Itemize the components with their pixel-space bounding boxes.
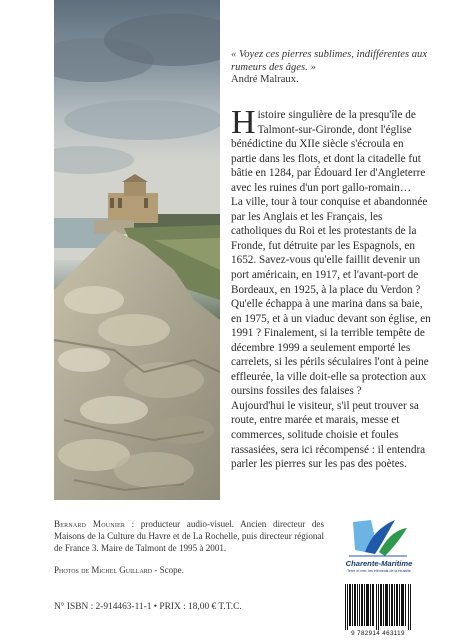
photo-credit-agency: - Scope.	[152, 565, 184, 575]
photo-credit-label: Photos de Michel Guillard	[54, 565, 153, 575]
isbn-price-line	[54, 602, 334, 612]
quote-text: « Voyez ces pierres sublimes, indifférentes aux rumeurs des âges. »	[231, 49, 428, 73]
barcode-icon	[342, 582, 414, 630]
talmont-church-cliff-photo	[54, 0, 220, 500]
author-name: Bernard Mounier	[54, 519, 126, 529]
epigraph-quote	[231, 49, 431, 87]
price: PRIX : 18,00 € T.T.C.	[159, 602, 242, 612]
isbn: N° ISBN : 2-914463-11-1	[54, 602, 152, 612]
author-bio	[54, 519, 324, 555]
logo-name: Charente-Maritime	[345, 559, 413, 568]
cover-photograph	[54, 0, 220, 500]
paragraph-1-text: istoire singulière de la presqu'île de Talmont-sur-Gironde, dont l'église bénédictine du XIIe siècle s'écroula en partie dans les flots, et dont la citadelle fut bâtie en 1284, par Édouard Ier d'Angleterre avec les ruines d'un port gallo-romain…	[231, 109, 426, 194]
author-bio-text: : producteur audio-visuel. Ancien directeur des Maisons de la Culture du Havre et de La Rochelle, puis directeur régional de France 3. Maire de Talmont de 1995 à 2001.	[54, 519, 324, 553]
paragraph-1	[231, 104, 431, 195]
separator: •	[153, 602, 158, 612]
quote-author: André Malraux.	[231, 74, 299, 85]
barcode-number: 9 782914 463119	[351, 630, 405, 637]
logo-tagline: Terre et mer, les éléments de la réussite	[347, 569, 411, 573]
back-cover-text	[231, 104, 431, 472]
photo-credit	[54, 565, 324, 575]
paragraph-3: Aujourd'hui le visiteur, s'il peut trouver sa route, entre marée et marais, messe et commerces, solitude choisie et foules rassasiées, sera ici récompensé : il entendra parler les pierres sur les pas des poètes.	[231, 399, 426, 471]
drop-cap: H	[231, 104, 256, 141]
paragraph-2: La ville, tour à tour conquise et abandonnée par les Anglais et les Français, les catholiques du Roi et les protestants de la Fronde, fut détruite par les Espagnols, en 1652. Savez-vous qu'elle faillit devenir un port américain, en 1917, et l'avant-port de Bordeaux, en 1925, à la place du Verdon ? Qu'elle échappa à une marina dans sa baie, en 1975, et à un viaduc devant son église, en 1991 ? Finalement, si la terrible tempête de décembre 1999 a seulement emporté les carrelets, si les périls séculaires l'ont à peine effleurée, la ville doit-elle sa protection aux oursins fossiles des falaises ?	[231, 196, 431, 398]
